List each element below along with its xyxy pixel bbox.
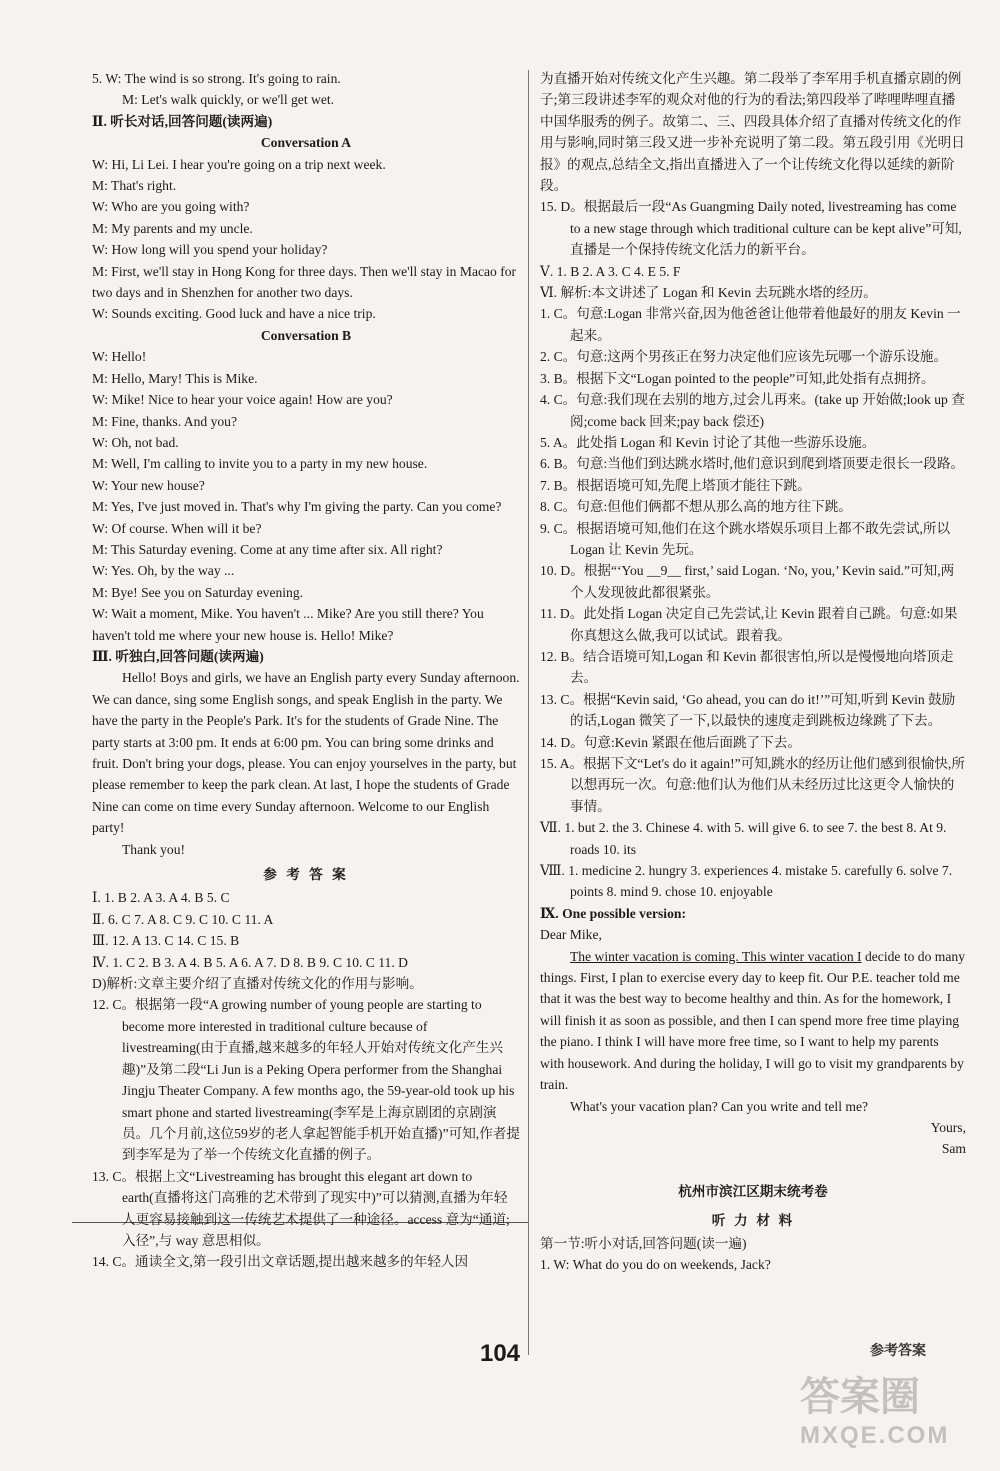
right_top-line: 9. C。根据语境可知,他们在这个跳水塔娱乐项目上都不敢先尝试,所以 Logan 让 Kevin 先玩。: [540, 520, 951, 557]
left-line: M: Yes, I've just moved in. That's why I'm giving the party. Can you come?: [92, 499, 502, 515]
letter-body-text: decide to do many things. First, I plan to exercise every day to keep fit. Our P.E. teacher told me that it was the best way to become healthy and thin. As for the homework, I will finish it as soon as possible, and then I can spend more free time playing the piano. I think I will have more free time, so I want to help my parents with housework. And during the holiday, I will go to visit my grandparents by train.: [540, 948, 965, 1093]
column-divider: [528, 70, 529, 1355]
left-line: M: Fine, thanks. And you?: [92, 413, 237, 429]
left-line: Ⅳ. 1. C 2. B 3. A 4. B 5. A 6. A 7. D 8. B 9. C 10. C 11. D: [92, 954, 408, 970]
left-line: D)解析:文章主要介绍了直播对传统文化的作用与影响。: [92, 976, 423, 992]
left-line: W: Yes. Oh, by the way ...: [92, 563, 235, 579]
left-line: M: Let's walk quickly, or we'll get wet.: [122, 92, 335, 108]
right_top-line: Ⅴ. 1. B 2. A 3. C 4. E 5. F: [540, 263, 681, 279]
left-line: Ⅱ. 6. C 7. A 8. C 9. C 10. C 11. A: [92, 911, 274, 927]
left-line: W: Mike! Nice to hear your voice again! How are you?: [92, 392, 393, 408]
right_top-line: 为直播开始对传统文化产生兴趣。第二段举了李军用手机直播京剧的例子;第三段讲述李军的观众对他的行为的看法;第四段举了哔哩哔哩直播中国华服秀的例子。故第二、三、四段具体介绍了直播对传统文化的作用与影响,同时第三段又进一步补充说明了第二段。第五段引用《光明日报》的观点,总结全文,指出直播进入了一个让传统文化得以延续的新阶段。: [540, 71, 965, 194]
right_top-line: 13. C。根据“Kevin said, ‘Go ahead, you can do it!’”可知,听到 Kevin 鼓励的话,Logan 微笑了一下,以最快的速度走到跳板边缘跳了下去。: [540, 691, 956, 729]
right_top-line: 2. C。句意:这两个男孩正在努力决定他们应该先玩哪一个游乐设施。: [540, 349, 948, 365]
exam-title: 杭州市滨江区期末统考卷: [678, 1183, 828, 1200]
right_top-line: 15. D。根据最后一段“As Guangming Daily noted, livestreaming has come to a new stage through which traditional culture can be kept alive”可知,直播是一个保持传统文化活力的新平台。: [540, 199, 962, 258]
right_top-line: 15. A。根据下文“Let's do it again!”可知,跳水的经历让他们感到很愉快,所以想再玩一次。句意:他们认为他们从未经历过比这更令人愉快的事情。: [540, 756, 965, 814]
left-line: M: That's right.: [92, 178, 177, 194]
page-number: 104: [479, 1340, 521, 1367]
right_top-line: 7. B。根据语境可知,先爬上塔顶才能往下跳。: [540, 477, 811, 493]
letter-salutation: Dear Mike,: [540, 927, 602, 943]
letter-closing: Yours,: [930, 1119, 966, 1135]
left-line: Hello! Boys and girls, we have an English party every Sunday afternoon. We can dance, sing some English songs, and speak English in the party. We have the party in the People's Park. It's for the students of Grade Nine. The party starts at 3:00 pm. It ends at 6:00 pm. You can bring some drinks and fruit. Don't bring your dogs, please. You can enjoy yourselves in the party, but please remember to keep the park clean. At last, I hope the students of Grade Nine can come on time every Sunday afternoon. Welcome to our English party!: [92, 670, 520, 836]
letter-signature: Sam: [941, 1141, 966, 1157]
left-line: W: Wait a moment, Mike. You haven't ... Mike? Are you still there? You haven't told me where your new house is. Hello! Mike?: [92, 606, 484, 643]
right_top-line: 5. A。此处指 Logan 和 Kevin 讨论了其他一些游乐设施。: [540, 434, 876, 450]
left-column: [92, 68, 520, 1273]
right_top-line: 14. D。句意:Kevin 紧跟在他后面跳了下去。: [540, 734, 801, 750]
letter-given-opening: The winter vacation is coming. This winter vacation I: [570, 948, 862, 964]
left-line: W: Your new house?: [92, 477, 205, 493]
right_top-line: 8. C。句意:但他们俩都不想从那么高的地方往下跳。: [540, 499, 852, 515]
right_top-line: Ⅸ. One possible version:: [540, 905, 686, 921]
left-line: Ⅱ. 听长对话,回答问题(读两遍): [92, 113, 273, 129]
exam-section-heading: 第一节:听小对话,回答问题(读一遍): [540, 1235, 747, 1251]
left-line: Ⅲ. 听独白,回答问题(读两遍): [92, 648, 264, 664]
right_top-line: 11. D。此处指 Logan 决定自己先尝试,让 Kevin 跟着自己跳。句意:如果你真想这么做,我可以试试。跟着我。: [540, 606, 958, 643]
sample-letter: [540, 924, 966, 1159]
left-line: W: Hello!: [92, 349, 147, 365]
letter-body: [540, 946, 966, 1096]
right_top-line: 3. B。根据下文“Logan pointed to the people”可知,此处指有点拥挤。: [540, 370, 935, 386]
right_top-line: 12. B。结合语境可知,Logan 和 Kevin 都很害怕,所以是慢慢地向塔顶走去。: [540, 648, 954, 686]
right_top-line: 1. C。句意:Logan 非常兴奋,因为他爸爸让他带着他最好的朋友 Kevin 一起来。: [540, 306, 961, 343]
left-line: Ⅰ. 1. B 2. A 3. A 4. B 5. C: [92, 890, 230, 906]
left-line: M: Bye! See you on Saturday evening.: [92, 584, 304, 600]
left-line: W: Hi, Li Lei. I hear you're going on a trip next week.: [92, 156, 386, 172]
letter-question: What's your vacation plan? Can you write and tell me?: [570, 1098, 869, 1114]
right_top-line: 4. C。句意:我们现在去别的地方,过会儿再来。(take up 开始做;look up 查阅;come back 回来;pay back 偿还): [540, 392, 965, 429]
watermark-logo: [800, 1365, 990, 1465]
left-line: M: My parents and my uncle.: [92, 220, 253, 236]
left-line: Thank you!: [122, 841, 186, 857]
left-line: Conversation A: [260, 135, 352, 151]
left-line: 12. C。根据第一段“A growing number of young people are starting to become more interested in traditional culture because of livestreaming(由于直播,越来越多的年轻人开始对传统文化产生兴趣)”及第二段“Li Jun is a Peking Opera performer from the Shanghai Jingju Theater Company. A few months ago, the 59-year-old took up his smart phone and started livestreaming(李军是上海京剧团的京剧演员。几个月前,这位59岁的老人拿起智能手机开始直播)”可知,作者提到李军是为了举一个传统文化直播的例子。: [92, 997, 520, 1163]
right-column: [540, 68, 966, 1275]
watermark-url: MXQE.COM: [800, 1422, 950, 1449]
answer-list: [540, 68, 966, 924]
right_top-line: Ⅶ. 1. but 2. the 3. Chinese 4. with 5. will give 6. to see 7. the best 8. At 9. roads 10. its: [540, 820, 947, 857]
left-line: M: Well, I'm calling to invite you to a party in my new house.: [92, 456, 428, 472]
footer-label: 参考答案: [870, 1344, 926, 1359]
left-line: 13. C。根据上文“Livestreaming has brought this elegant art down to earth(直播将这门高雅的艺术带到了现实中)”可以猜测,直播为年轻人更容易接触到这一传统艺术提供了一种途径。access 意为“通道;入径”,与 way 意思相似。: [92, 1168, 510, 1248]
left-line: M: Hello, Mary! This is Mike.: [92, 370, 258, 386]
left-line: 5. W: The wind is so strong. It's going to rain.: [92, 71, 341, 86]
left-line: W: Oh, not bad.: [92, 434, 179, 450]
left-line: 14. C。通读全文,第一段引出文章话题,提出越来越多的年轻人因: [92, 1254, 469, 1270]
right_top-line: 6. B。句意:当他们到达跳水塔时,他们意识到爬到塔顶要走很长一段路。: [540, 456, 965, 472]
right_top-line: Ⅷ. 1. medicine 2. hungry 3. experiences 4. mistake 5. carefully 6. solve 7. points 8. mind 9. chose 10. enjoyable: [540, 863, 953, 900]
left-line: M: First, we'll stay in Hong Kong for three days. Then we'll stay in Macao for two days and in Shenzhen for another two days.: [92, 263, 517, 301]
exam-subtitle: 听 力 材 料: [711, 1213, 795, 1230]
left-line: W: Of course. When will it be?: [92, 520, 262, 536]
left-line: W: Sounds exciting. Good luck and have a nice trip.: [92, 306, 376, 322]
left-line: M: This Saturday evening. Come at any time after six. All right?: [92, 541, 443, 557]
left-line: W: Who are you going with?: [92, 199, 250, 215]
right_top-line: 10. D。根据“‘You __9__ first,’ said Logan. ‘No, you,’ Kevin said.”可知,两个人发现彼此都很紧张。: [540, 563, 955, 600]
left-line: W: How long will you spend your holiday?: [92, 242, 328, 258]
right_top-line: Ⅵ. 解析:本文讲述了 Logan 和 Kevin 去玩跳水塔的经历。: [540, 285, 877, 301]
left-line: Ⅲ. 12. A 13. C 14. C 15. B: [92, 933, 240, 949]
left-line: 参 考 答 案: [263, 867, 349, 883]
watermark-text: 答案圈: [800, 1375, 920, 1419]
left-line: Conversation B: [260, 327, 352, 343]
exam-question-1: 1. W: What do you do on weekends, Jack?: [540, 1256, 771, 1272]
